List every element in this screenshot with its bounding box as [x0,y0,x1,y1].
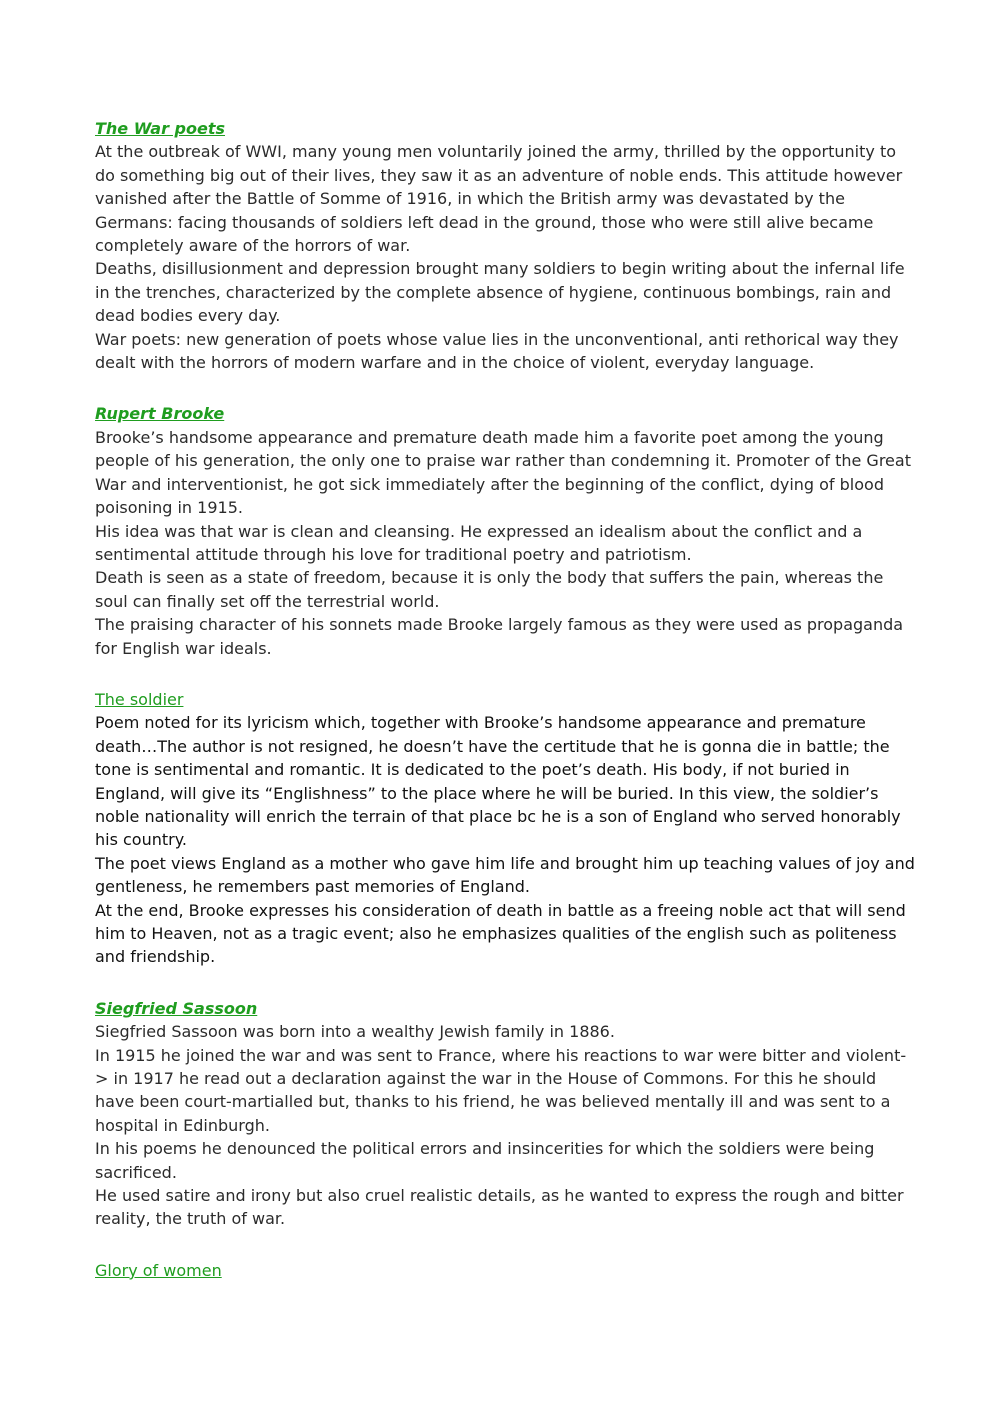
paragraph: The poet views England as a mother who gave him life and brought him up teaching values of joy and gentleness, he remembers past memories of England. [95,853,915,897]
section-heading: Rupert Brooke [95,404,225,424]
section-the-soldier [95,688,915,969]
paragraph: The praising character of his sonnets made Brooke largely famous as they were used as propaganda for English war ideals. [95,615,904,658]
document-page [95,117,915,1310]
poem-heading: Glory of women [95,1260,222,1280]
paragraph: In 1915 he joined the war and was sent to France, where his reactions to war were bitter and violent-> in 1917 he read out a declaration against the war in the House of Commons. For this he should have been court-martialled but, thanks to his friend, he was believed mentally ill and was sent to a hospital in Edinburgh. [95,1045,907,1135]
section-rupert-brooke [95,402,915,659]
section-heading: Siegfried Sassoon [95,998,258,1018]
paragraph: At the outbreak of WWI, many young men voluntarily joined the army, thrilled by the opportunity to do something big out of their lives, they saw it as an adventure of noble ends. This attitude however vanished after the Battle of Somme of 1916, in which the British army was devastated by the Germans: facing thousands of soldiers left dead in the ground, those who were still alive became completely aware of the horrors of war. [95,142,903,256]
section-heading: The War poets [95,119,226,138]
paragraph: War poets: new generation of poets whose value lies in the unconventional, anti rethorical way they dealt with the horrors of modern warfare and in the choice of violent, everyday language. [95,329,899,373]
paragraph: Death is seen as a state of freedom, because it is only the body that suffers the pain, whereas the soul can finally set off the terrestrial world. [95,568,884,611]
paragraph: In his poems he denounced the political errors and insincerities for which the soldiers were being sacrificed. [95,1139,875,1182]
paragraph: Siegfried Sassoon was born into a wealthy Jewish family in 1886. [95,1022,615,1042]
paragraph: Brooke’s handsome appearance and premature death made him a favorite poet among the young people of his generation, the only one to praise war rather than condemning it. Promoter of the Great War and interventionist, he got sick immediately after the beginning of the conflict, dying of blood poisoning in 1915. [95,427,911,518]
section-glory-of-women [95,1259,915,1282]
section-siegfried-sassoon [95,997,915,1231]
paragraph: He used satire and irony but also cruel realistic details, as he wanted to express the rough and bitter reality, the truth of war. [95,1186,904,1229]
paragraph: At the end, Brooke expresses his consideration of death in battle as a freeing noble act that will send him to Heaven, not as a tragic event; also he emphasizes qualities of the english such as politeness and friendship. [95,900,906,967]
paragraph: His idea was that war is clean and cleansing. He expressed an idealism about the conflict and a sentimental attitude through his love for traditional poetry and patriotism. [95,521,863,564]
paragraph: Deaths, disillusionment and depression brought many soldiers to begin writing about the infernal life in the trenches, characterized by the complete absence of hygiene, continuous bombings, rain and dead bodies every day. [95,259,905,326]
section-war-poets [95,117,915,374]
paragraph: Poem noted for its lyricism which, together with Brooke’s handsome appearance and premature death…The author is not resigned, he doesn’t have the certitude that he is gonna die in battle; the tone is sentimental and romantic. It is dedicated to the poet’s death. His body, if not buried in England, will give its “Englishness” to the place where he will be buried. In this view, the soldier’s noble nationality will enrich the terrain of that place bc he is a son of England who served honorably his country. [95,713,901,850]
poem-heading: The soldier [95,689,184,709]
